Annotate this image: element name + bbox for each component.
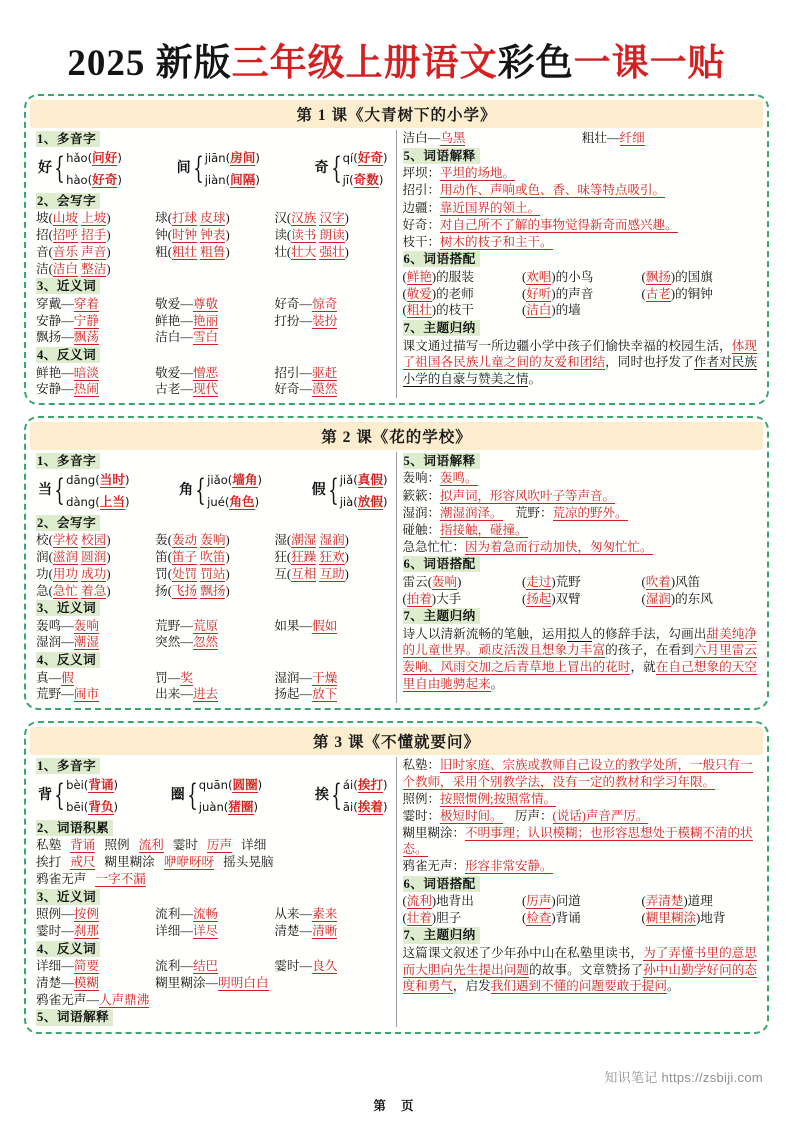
theme-run: 诗人以清新流畅的笔触，运用 <box>402 626 568 641</box>
theme-run: 体现了祖国各民族儿童之间的友爱和团结 <box>402 338 758 370</box>
definition-line <box>403 824 758 857</box>
lesson-column-right <box>397 757 764 1027</box>
word-item: 汉(汉族 汉字) <box>274 211 349 226</box>
polyphone-row <box>36 777 390 815</box>
section-heading: 4、反义词 <box>36 347 100 363</box>
accumulate-word: 背诵 <box>70 838 96 853</box>
polyphone-item: bēi(背负) <box>66 800 119 815</box>
polyphone-item: jué(角色) <box>207 495 260 510</box>
term: 厉声： <box>515 808 553 823</box>
term: 照例： <box>402 791 441 806</box>
polyphone-char: 挨 <box>314 788 329 804</box>
word-item: 打扮—装扮 <box>274 313 338 328</box>
section-heading: 7、主题归纳 <box>403 608 480 624</box>
theme-run: 在自己想象的天空里自由驰骋起来 <box>402 660 758 691</box>
brace-glyph: { <box>54 473 65 509</box>
page-title <box>0 0 793 94</box>
brace-glyph: { <box>54 151 65 187</box>
definition: 平坦的场地。 <box>440 166 516 181</box>
definition-line <box>403 165 758 182</box>
word-item: 好奇—漠然 <box>274 382 338 397</box>
theme-paragraph <box>403 625 758 692</box>
theme-run: 这篇课文叙述了少年孙中山在私塾里读书， <box>402 946 644 961</box>
polyphone-group <box>38 472 130 510</box>
polyphone-group <box>315 777 388 815</box>
theme-paragraph <box>403 945 758 995</box>
lesson-title: 第 3 课《不懂就要问》 <box>30 727 763 755</box>
word-grid <box>36 669 390 703</box>
word-grid <box>36 210 390 277</box>
term: 簌簌： <box>402 488 441 503</box>
accumulate-word: 鸦雀无声 <box>36 872 87 887</box>
polyphone-item: jī(奇数) <box>342 173 384 188</box>
word-item: 粗(粗壮 粗鲁) <box>155 244 230 259</box>
polyphone-item: dāng(当时) <box>66 473 130 488</box>
theme-run: 的孩子，在看到 <box>605 643 694 658</box>
lesson-card <box>24 416 769 710</box>
word-grid <box>36 975 390 992</box>
word-grid <box>403 573 758 607</box>
word-item: (湿润)的东风 <box>641 591 713 606</box>
term: 糊里糊涂： <box>402 825 466 840</box>
term: 边疆： <box>402 200 441 215</box>
definition-line <box>403 182 758 199</box>
accumulate-word: 一字不漏 <box>95 872 146 887</box>
accumulate-word: 照例 <box>104 838 130 853</box>
polyphone-group <box>38 150 122 188</box>
word-item: (壮着)胆子 <box>402 910 462 925</box>
word-item: 糊里糊涂—明明白白 <box>155 976 269 991</box>
lesson-card <box>24 721 769 1034</box>
theme-run: 课文通过描写一所边疆小学中孩子们愉快幸福的校园生活， <box>402 338 732 353</box>
word-item: 照例—按例 <box>36 907 99 922</box>
page-footer: 第 页 <box>373 1099 420 1113</box>
term: 枝干： <box>402 234 441 249</box>
section-heading: 5、词语解释 <box>403 453 480 469</box>
word-item: 洁白—雪白 <box>155 330 219 345</box>
word-item: (流利)地背出 <box>402 894 474 909</box>
polyphone-item: ái(挨打) <box>342 778 388 793</box>
accumulate-word: 糊里糊涂 <box>104 855 155 870</box>
word-item: 古老—现代 <box>155 382 219 397</box>
word-item: 粗壮—纤细 <box>581 131 645 146</box>
word-item: 如果—假如 <box>274 618 338 633</box>
section-heading: 2、词语积累 <box>36 820 113 836</box>
word-item: 罚(处罚 罚站) <box>155 566 230 581</box>
brace-glyph: { <box>54 778 65 814</box>
definition-line <box>403 807 758 824</box>
word-item: (弄清楚)道理 <box>641 894 713 909</box>
definition: 形容非常安静。 <box>465 858 553 873</box>
word-item: 详细—简要 <box>36 959 99 974</box>
term: 轰响： <box>402 471 441 486</box>
lesson-column-right <box>397 130 764 398</box>
word-grid <box>403 268 758 318</box>
word-grid <box>36 364 390 398</box>
lesson-card-list <box>0 94 793 1034</box>
term: 急急忙忙： <box>402 539 466 554</box>
word-item: (鲜艳)的服装 <box>402 269 474 284</box>
accumulate-word: 私塾 <box>36 838 62 853</box>
accumulate-word: 咿咿呀呀 <box>163 855 215 870</box>
word-grid <box>36 958 390 975</box>
polyphone-item: āi(挨着) <box>342 800 388 815</box>
word-item: 穿戴—穿着 <box>36 296 99 311</box>
word-item: 荒野—闹市 <box>36 687 99 702</box>
theme-run: ，就 <box>630 660 656 675</box>
polyphone-char: 圈 <box>170 788 185 804</box>
polyphone-char: 背 <box>38 788 52 804</box>
word-item: 雷云(轰响) <box>402 574 462 589</box>
definition-line <box>403 521 758 538</box>
brace-glyph: { <box>192 151 204 187</box>
polyphone-group <box>38 777 118 815</box>
word-item: 敬爱—憎恶 <box>155 365 219 380</box>
polyphone-row <box>36 472 390 510</box>
word-item: 音(音乐 声音) <box>36 244 111 259</box>
polyphone-group <box>177 150 260 188</box>
polyphone-item: jiàn(间隔) <box>204 173 260 188</box>
polyphone-group <box>179 472 262 510</box>
word-item: 湿润—潮湿 <box>36 635 99 650</box>
word-item: 霎时—良久 <box>274 959 338 974</box>
accumulate-line <box>36 854 390 871</box>
word-item: 突然—忽然 <box>155 635 219 650</box>
word-item: 洁白—乌黑 <box>402 131 466 146</box>
word-item: (洁白)的墙 <box>522 303 581 318</box>
definition: 拟声词，形容风吹叶子等声音。 <box>440 488 616 503</box>
word-grid <box>403 893 758 927</box>
title-run: 2025 新版 <box>67 43 232 84</box>
brace-glyph: { <box>330 151 342 187</box>
definition: 极短时间。 <box>440 808 503 823</box>
word-item: 鸦雀无声—人声鼎沸 <box>36 992 150 1007</box>
polyphone-char: 当 <box>38 483 52 499</box>
theme-run: 我们遇到不懂的问题要敢于提问 <box>490 979 667 994</box>
section-heading: 6、词语搭配 <box>403 876 480 892</box>
polyphone-group <box>312 472 388 510</box>
word-item: 互(互相 互助) <box>274 566 349 581</box>
word-item: 详细—详尽 <box>155 924 219 939</box>
word-item: 急(急忙 着急) <box>36 583 111 598</box>
polyphone-item: jiǎo(墙角) <box>207 473 263 488</box>
term: 私塾： <box>402 758 441 773</box>
lesson-column-left <box>30 757 397 1027</box>
theme-run: ，同时也抒发了 <box>605 355 694 370</box>
word-item: (古老)的铜钟 <box>641 286 713 301</box>
word-item: 罚—奖 <box>155 670 193 685</box>
brace-glyph: { <box>195 473 206 509</box>
polyphone-item: dàng(上当) <box>66 495 130 510</box>
theme-run: 。 <box>666 979 680 994</box>
word-item: 润(滋润 圆润) <box>36 549 111 564</box>
term: 霎时： <box>402 808 441 823</box>
word-grid <box>36 906 390 940</box>
theme-run: 的修辞手法，勾画出 <box>592 626 707 641</box>
section-heading: 3、近义词 <box>36 278 100 294</box>
term: 荒野： <box>515 505 553 520</box>
polyphone-item: hào(好奇) <box>66 173 122 188</box>
word-item: 功(用功 成功) <box>36 566 111 581</box>
word-grid <box>403 130 758 147</box>
polyphone-char: 角 <box>179 483 194 499</box>
theme-run: 拟人 <box>567 626 593 641</box>
accumulate-word: 戒尺 <box>70 855 96 870</box>
word-item: 球(打球 皮球) <box>155 211 230 226</box>
definition: 树木的枝子和主干。 <box>440 234 553 249</box>
word-item: 扬起—放下 <box>274 687 338 702</box>
polyphone-char: 奇 <box>314 161 329 177</box>
word-item: 洁(洁白 整洁) <box>36 261 111 276</box>
word-item: 从来—素来 <box>274 907 338 922</box>
accumulate-word: 摇头晃脑 <box>223 855 274 870</box>
word-item: (拍着)大手 <box>402 591 462 606</box>
polyphone-item: bèi(背诵) <box>66 778 119 793</box>
section-heading: 4、反义词 <box>36 652 100 668</box>
word-item: 湿润—干燥 <box>274 670 338 685</box>
word-item: 扬(飞扬 飘扬) <box>155 583 230 598</box>
term: 坪坝： <box>402 166 441 181</box>
polyphone-item: qí(好奇) <box>342 151 388 166</box>
section-heading: 1、多音字 <box>36 758 100 774</box>
section-heading: 4、反义词 <box>36 941 100 957</box>
definition-line <box>403 858 758 875</box>
polyphone-char: 间 <box>176 161 191 177</box>
word-grid <box>36 532 390 599</box>
word-item: 鲜艳—暗淡 <box>36 365 99 380</box>
section-heading: 1、多音字 <box>36 131 100 147</box>
word-item: (敬爱)的老师 <box>402 286 474 301</box>
section-heading: 6、词语搭配 <box>403 251 480 267</box>
definition-line <box>403 487 758 504</box>
polyphone-item: quān(圆圈) <box>198 778 263 793</box>
definition: 潮湿润泽。 <box>440 505 503 520</box>
word-item: 轰(轰动 轰响) <box>155 533 230 548</box>
word-item: 出来—进去 <box>155 687 219 702</box>
polyphone-group <box>315 150 388 188</box>
section-heading: 2、会写字 <box>36 515 100 531</box>
polyphone-char: 假 <box>311 483 326 499</box>
theme-run: 六月里雷云轰响、风雨交加之后青草地上冒出的花时 <box>402 643 758 675</box>
polyphone-item: jiǎ(真假) <box>339 473 388 488</box>
lesson-column-right <box>397 452 764 703</box>
definition: 靠近国界的领土。 <box>440 200 541 215</box>
word-item: 真—假 <box>36 670 74 685</box>
term: 好奇： <box>402 217 441 232</box>
word-item: 狂(狂躁 狂欢) <box>274 549 349 564</box>
polyphone-row <box>36 150 390 188</box>
theme-paragraph <box>403 337 758 387</box>
word-item: (糊里糊涂)地背 <box>641 910 726 925</box>
theme-run: 甜美纯净的儿童世界。顽皮活泼且想象力丰富 <box>402 626 758 658</box>
word-item: 校(学校 校园) <box>36 533 111 548</box>
title-run: 三年级上册语文 <box>231 43 498 84</box>
definition: (说话)声音严厉。 <box>552 808 649 823</box>
definition: 对自己所不了解的事物觉得新奇而感兴趣。 <box>440 217 678 232</box>
section-heading: 3、近义词 <box>36 889 100 905</box>
theme-run: 作者对民族小学的自豪与赞美之情 <box>402 355 758 386</box>
theme-run: 孙中山勤学好问的态度和勇气 <box>402 962 758 994</box>
definition: 按照惯例;按照常情。 <box>440 791 556 806</box>
title-run: 彩色 <box>497 43 574 84</box>
definition: 因为着急而行动加快，匆匆忙忙。 <box>465 539 653 554</box>
brace-glyph: { <box>327 473 339 509</box>
word-item: (厉声)问道 <box>522 894 581 909</box>
word-item: 笛(笛子 吹笛) <box>155 549 230 564</box>
word-item: 好奇—惊奇 <box>274 296 338 311</box>
word-item: 湿(潮湿 湿润) <box>274 533 349 548</box>
word-item: 坡(山坡 上坡) <box>36 211 111 226</box>
definition-line <box>403 790 758 807</box>
section-heading: 6、词语搭配 <box>403 556 480 572</box>
term: 鸦雀无声： <box>402 858 466 873</box>
word-item: (好听)的声音 <box>522 286 594 301</box>
section-heading: 5、词语解释 <box>36 1009 113 1025</box>
section-heading: 1、多音字 <box>36 453 100 469</box>
brace-glyph: { <box>331 778 342 814</box>
word-item: 流利—流畅 <box>155 907 219 922</box>
accumulate-line <box>36 837 390 854</box>
word-item: 敬爱—尊敬 <box>155 296 219 311</box>
term: 招引： <box>402 183 441 198</box>
lesson-title: 第 1 课《大青树下的小学》 <box>30 100 763 128</box>
word-item: 招引—驱赶 <box>274 365 338 380</box>
section-heading: 5、词语解释 <box>403 148 480 164</box>
definition: 用动作、声响或色、香、味等特点吸引。 <box>440 183 666 198</box>
word-item: (扬起)双臂 <box>522 591 581 606</box>
word-item: 安静—热闹 <box>36 382 99 397</box>
polyphone-item: hǎo(问好) <box>66 151 122 166</box>
definition: 指接触，碰撞。 <box>440 522 528 537</box>
watermark: 知识笔记 https://zsbiji.com <box>604 1070 763 1085</box>
section-heading: 3、近义词 <box>36 600 100 616</box>
word-item: 安静—宁静 <box>36 313 99 328</box>
section-heading: 7、主题归纳 <box>403 927 480 943</box>
definition: 荒凉的野外。 <box>552 505 628 520</box>
lesson-title: 第 2 课《花的学校》 <box>30 422 763 450</box>
polyphone-item: juàn(猪圈) <box>198 800 259 815</box>
accumulate-word: 详细 <box>241 838 267 853</box>
theme-run: 。 <box>528 371 542 386</box>
word-item: 读(读书 朗读) <box>274 228 349 243</box>
word-item: (飘扬)的国旗 <box>641 269 713 284</box>
definition-line <box>403 233 758 250</box>
polyphone-item: jià(放假) <box>339 495 388 510</box>
accumulate-word: 厉声 <box>206 838 233 853</box>
polyphone-item: jiān(房间) <box>204 151 260 166</box>
definition: 轰鸣。 <box>440 471 478 486</box>
word-item: (欢唱)的小鸟 <box>522 269 594 284</box>
word-grid <box>36 992 390 1009</box>
theme-run: 为了弄懂书里的意思而大胆向先生提出问题 <box>402 946 758 977</box>
word-item: 荒野—荒原 <box>155 618 219 633</box>
definition-line <box>403 504 758 521</box>
polyphone-char: 好 <box>38 161 52 177</box>
theme-run: ，启发 <box>452 979 491 994</box>
theme-run: 。 <box>490 676 504 691</box>
brace-glyph: { <box>186 778 198 814</box>
term: 碰触： <box>402 522 441 537</box>
word-item: 鲜艳—艳丽 <box>155 313 219 328</box>
polyphone-group <box>171 777 263 815</box>
word-item: 壮(壮大 强壮) <box>274 244 349 259</box>
accumulate-word: 挨打 <box>36 855 62 870</box>
word-item: 霎时—刹那 <box>36 924 99 939</box>
word-item: (检查)背诵 <box>522 910 581 925</box>
word-grid <box>36 295 390 345</box>
word-item: (吹着)风笛 <box>641 574 701 589</box>
word-item: (走过)荒野 <box>522 574 581 589</box>
accumulate-line <box>36 871 390 888</box>
word-item: 飘扬—飘荡 <box>36 330 99 345</box>
lesson-column-left <box>30 130 397 398</box>
definition-line <box>403 538 758 555</box>
title-run: 一课一贴 <box>573 43 726 84</box>
definition-line <box>403 216 758 233</box>
theme-run: 的故事。文章赞扬了 <box>529 962 644 977</box>
definition-line <box>403 470 758 487</box>
word-item: 流利—结巴 <box>155 959 219 974</box>
word-item: 钟(时钟 钟表) <box>155 228 230 243</box>
definition: 不明事理；认识模糊；也形容思想处于模糊不清的状态。 <box>402 825 753 856</box>
word-item: 清楚—模糊 <box>36 976 99 991</box>
lesson-card <box>24 94 769 405</box>
section-heading: 7、主题归纳 <box>403 320 480 336</box>
word-item: (粗壮)的枝干 <box>402 303 474 318</box>
definition: 旧时家庭、宗族或教师自己设立的教学处所，一般只有一个教师，采用个别教学法，没有一定的教材和学习年限。 <box>402 758 753 789</box>
word-grid <box>36 617 390 651</box>
word-item: 清楚—清晰 <box>274 924 338 939</box>
word-item: 轰鸣—轰响 <box>36 618 99 633</box>
section-heading: 2、会写字 <box>36 193 100 209</box>
accumulate-word: 流利 <box>138 838 164 853</box>
definition-line <box>403 199 758 216</box>
word-item: 招(招呼 招手) <box>36 228 111 243</box>
term: 湿润： <box>402 505 441 520</box>
accumulate-word: 霎时 <box>172 838 198 853</box>
definition-line <box>403 757 758 790</box>
lesson-column-left <box>30 452 397 703</box>
